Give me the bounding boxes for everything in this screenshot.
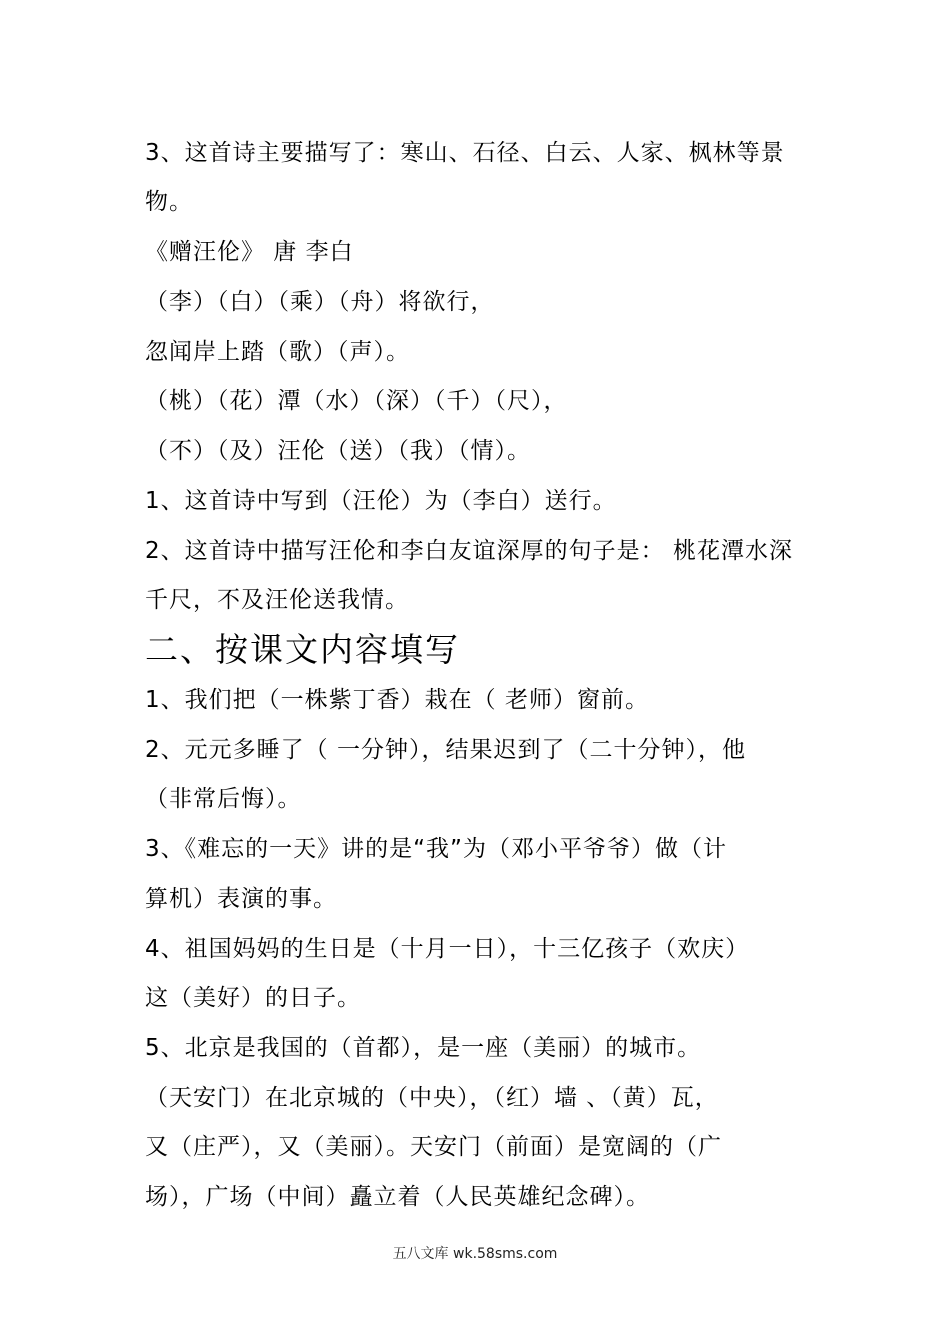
section-heading: 二、按课文内容填写	[145, 630, 460, 669]
question-line: 3、《难忘的一天》讲的是“我”为（邓小平爷爷）做（计	[145, 836, 727, 862]
question-line: 这（美好）的日子。	[145, 985, 361, 1011]
question-line: 2、元元多睡了（ 一分钟），结果迟到了（二十分钟），他	[145, 737, 746, 763]
question-line: 1、我们把（一株紫丁香）栽在（ 老师）窗前。	[145, 687, 649, 713]
page-footer: 五八文库 wk.58sms.com	[392, 1246, 558, 1262]
question-line: 5、北京是我国的（首都），是一座（美丽）的城市。	[145, 1035, 702, 1061]
question-line: 场），广场（中间）矗立着（人民英雄纪念碑）。	[145, 1184, 650, 1210]
question-line: （天安门）在北京城的（中央），（红）墙 、（黄）瓦，	[145, 1085, 719, 1111]
text-line: 物。	[145, 189, 193, 215]
question-line: 算机）表演的事。	[145, 886, 337, 912]
question-line: 4、祖国妈妈的生日是（十月一日），十三亿孩子（欢庆）	[145, 936, 750, 962]
poem-title: 《赠汪伦》 唐 李白	[145, 239, 354, 265]
question-line: 1、这首诗中写到（汪伦）为（李白）送行。	[145, 488, 617, 514]
question-line: 又（庄严），又（美丽）。天安门（前面）是宽阔的（广	[145, 1134, 722, 1160]
text-line: 3、这首诗主要描写了：寒山、石径、白云、人家、枫林等景	[145, 140, 785, 166]
poem-line: （李）（白）（乘）（舟）将欲行，	[145, 289, 495, 315]
question-line: 千尺，不及汪伦送我情。	[145, 587, 409, 613]
poem-line: （不）（及）汪伦（送）（我）（情）。	[145, 438, 531, 464]
poem-line: （桃）（花）潭（水）（深）（千）（尺），	[145, 388, 568, 414]
question-line: （非常后悔）。	[145, 786, 302, 812]
question-line: 2、这首诗中描写汪伦和李白友谊深厚的句子是： 桃花潭水深	[145, 538, 793, 564]
poem-line: 忽闻岸上踏（歌）（声）。	[145, 339, 410, 365]
